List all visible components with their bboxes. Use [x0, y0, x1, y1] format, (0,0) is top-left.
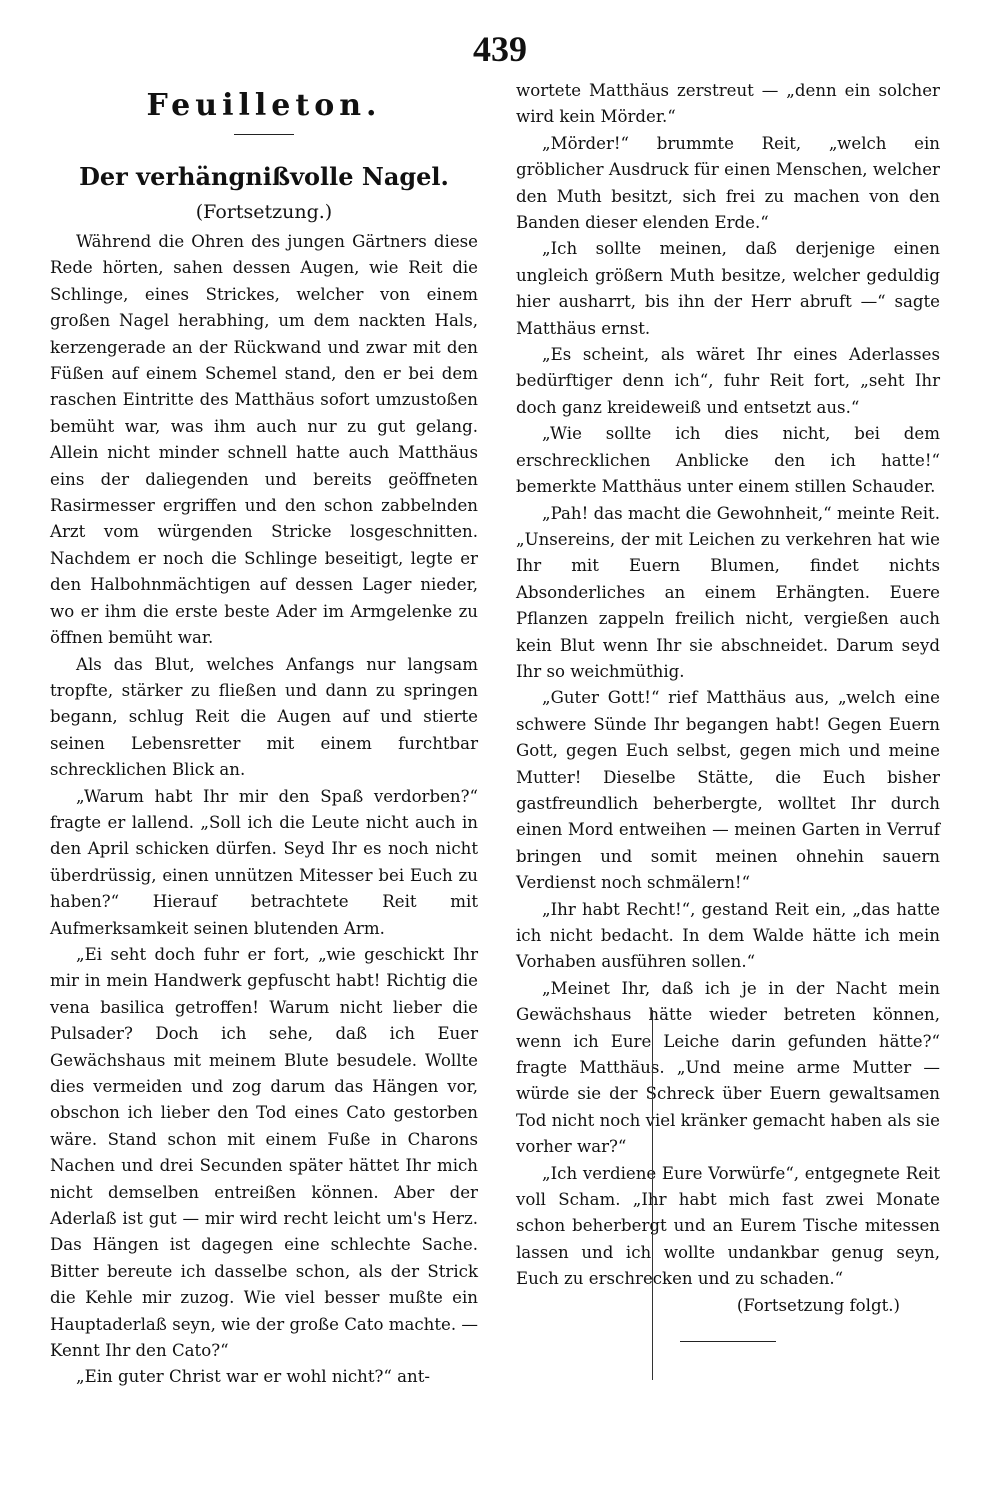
- paragraph: „Ich sollte meinen, daß derjenige einen ungleich größern Muth besitze, welcher geduldig hier ausharrt, bis ihn der Herr abruft —“ sagte Matthäus ernst.: [516, 239, 940, 338]
- paragraph: „Ein guter Christ war er wohl nicht?“ ant-: [76, 1367, 431, 1387]
- section-heading: Feuilleton.: [146, 88, 382, 123]
- paragraph: „Ei seht doch fuhr er fort, „wie geschickt Ihr mir in mein Handwerk gepfuscht habt! Richtig die vena basilica getroffen! Warum nicht lieber die Pulsader? Doch ich sehe, daß ich Euer Gewächshaus mit meinem Blute besudele. Wollte dies vermeiden und zog darum das Hängen vor, obschon ich lieber den Tod eines Cato gestorben wäre. Stand schon mit einem Fuße in Charons Nachen und drei Secunden später hättet Ihr mich nicht demselben entreißen können. Aber der Aderlaß ist gut — mir wird recht leicht um's Herz. Das Hängen ist dagegen eine schlechte Sache. Bitter bereute ich dasselbe schon, als der Strick die Kehle mir zuzog. Wie viel besser mußte ein Hauptaderlaß seyn, wie der große Cato machte. — Kennt Ihr den Cato?“: [50, 944, 478, 1361]
- paragraph: „Warum habt Ihr mir den Spaß verdorben?“ fragte er lallend. „Soll ich die Leute nicht auch in den April schicken dürfen. Seyd Ihr es noch nicht überdrüssig, einen unnützen Mitesser bei Euch zu haben?“ Hierauf betrachtete Reit mit Aufmerksamkeit seinen blutenden Arm.: [50, 786, 478, 938]
- left-column: [50, 78, 478, 1391]
- heading-rule: [234, 134, 294, 135]
- continuation-note: (Fortsetzung.): [195, 201, 333, 223]
- paragraph: „Ihr habt Recht!“, gestand Reit ein, „das hatte ich nicht bedacht. In dem Walde hätte ich mein Vorhaben ausführen sollen.“: [516, 899, 940, 972]
- column-divider: [652, 1010, 653, 1380]
- paragraph: Als das Blut, welches Anfangs nur langsam tropfte, stärker zu fließen und dann zu springen begann, schlug Reit die Augen auf und stierte seinen Lebensretter mit einem furchtbar schrecklichen Blick an.: [50, 654, 478, 780]
- paragraph: „Mörder!“ brummte Reit, „welch ein gröblicher Ausdruck für einen Menschen, welcher den Muth besitzt, sich frei zu machen von den Banden dieser elenden Erde.“: [516, 133, 940, 233]
- right-column: [516, 78, 940, 1342]
- page-number: 439: [473, 29, 527, 69]
- paragraph: „Pah! das macht die Gewohnheit,“ meinte Reit. „Unsereins, der mit Leichen zu verkehren hat wie Ihr mit Euern Blumen, findet nichts Absonderliches an einem Erhängten. Euere Pflanzen zappeln freilich nicht, vergießen auch kein Blut wenn Ihr sie abschneidet. Darum seyd Ihr so weichmüthig.: [516, 503, 940, 681]
- paragraph: „Wie sollte ich dies nicht, bei dem erschrecklichen Anblicke den ich hatte!“ bemerkte Matthäus unter einem stillen Schauder.: [516, 424, 940, 497]
- paragraph: Während die Ohren des jungen Gärtners diese Rede hörten, sahen dessen Augen, wie Reit die Schlinge, eines Strickes, welcher von einem großen Nagel herabhing, um dem nackten Hals, kerzengerade an der Rückwand und zwar mit den Füßen auf einem Schemel stand, den er bei dem raschen Eintritte des Matthäus sofort umzustoßen bemüht war, was ihm auch nur zu gut gelang. Allein nicht minder schnell hatte auch Matthäus eins der daliegenden und bereits geöffneten Rasirmesser ergriffen und den schon zabbelnden Arzt vom würgenden Stricke losgeschnitten. Nachdem er noch die Schlinge beseitigt, legte er den Halbohnmächtigen auf dessen Lager nieder, wo er ihm die erste beste Ader im Armgelenke zu öffnen bemüht war.: [50, 232, 478, 648]
- paragraph: wortete Matthäus zerstreut — „denn ein solcher wird kein Mörder.“: [516, 81, 940, 127]
- paragraph: „Meinet Ihr, daß ich je in der Nacht mein Gewächshaus hätte wieder betreten können, wenn ich Eure Leiche darin gefunden hätte?“ fragte Matthäus. „Und meine arme Mutter — würde sie der Schreck über Euern gewaltsamen Tod nicht noch viel kränker gemacht haben als sie vorher war?“: [516, 978, 940, 1157]
- continuation-footer: (Fortsetzung folgt.): [736, 1295, 900, 1315]
- end-rule: [680, 1341, 776, 1342]
- paragraph: „Es scheint, als wäret Ihr eines Aderlasses bedürftiger denn ich“, fuhr Reit fort, „seht Ihr doch ganz kreideweiß und entsetzt aus.“: [516, 345, 940, 417]
- paragraph: „Guter Gott!“ rief Matthäus aus, „welch eine schwere Sünde Ihr begangen habt! Gegen Euern Gott, gegen Euch selbst, gegen mich und meine Mutter! Dieselbe Stätte, die Euch bisher gastfreundlich beherbergte, wolltet Ihr durch einen Mord entweihen — meinen Garten in Verruf bringen und somit meinen ohnehin sauern Verdienst noch schmälern!“: [516, 688, 940, 893]
- article-title: Der verhängnißvolle Nagel.: [79, 162, 449, 191]
- paragraph: „Ich verdiene Eure Vorwürfe“, entgegnete Reit voll Scham. „Ihr habt mich fast zwei Monate schon beherbergt und an Eurem Tische mitessen lassen und ich wollte undankbar genug seyn, Euch zu erschrecken und zu schaden.“: [516, 1163, 940, 1289]
